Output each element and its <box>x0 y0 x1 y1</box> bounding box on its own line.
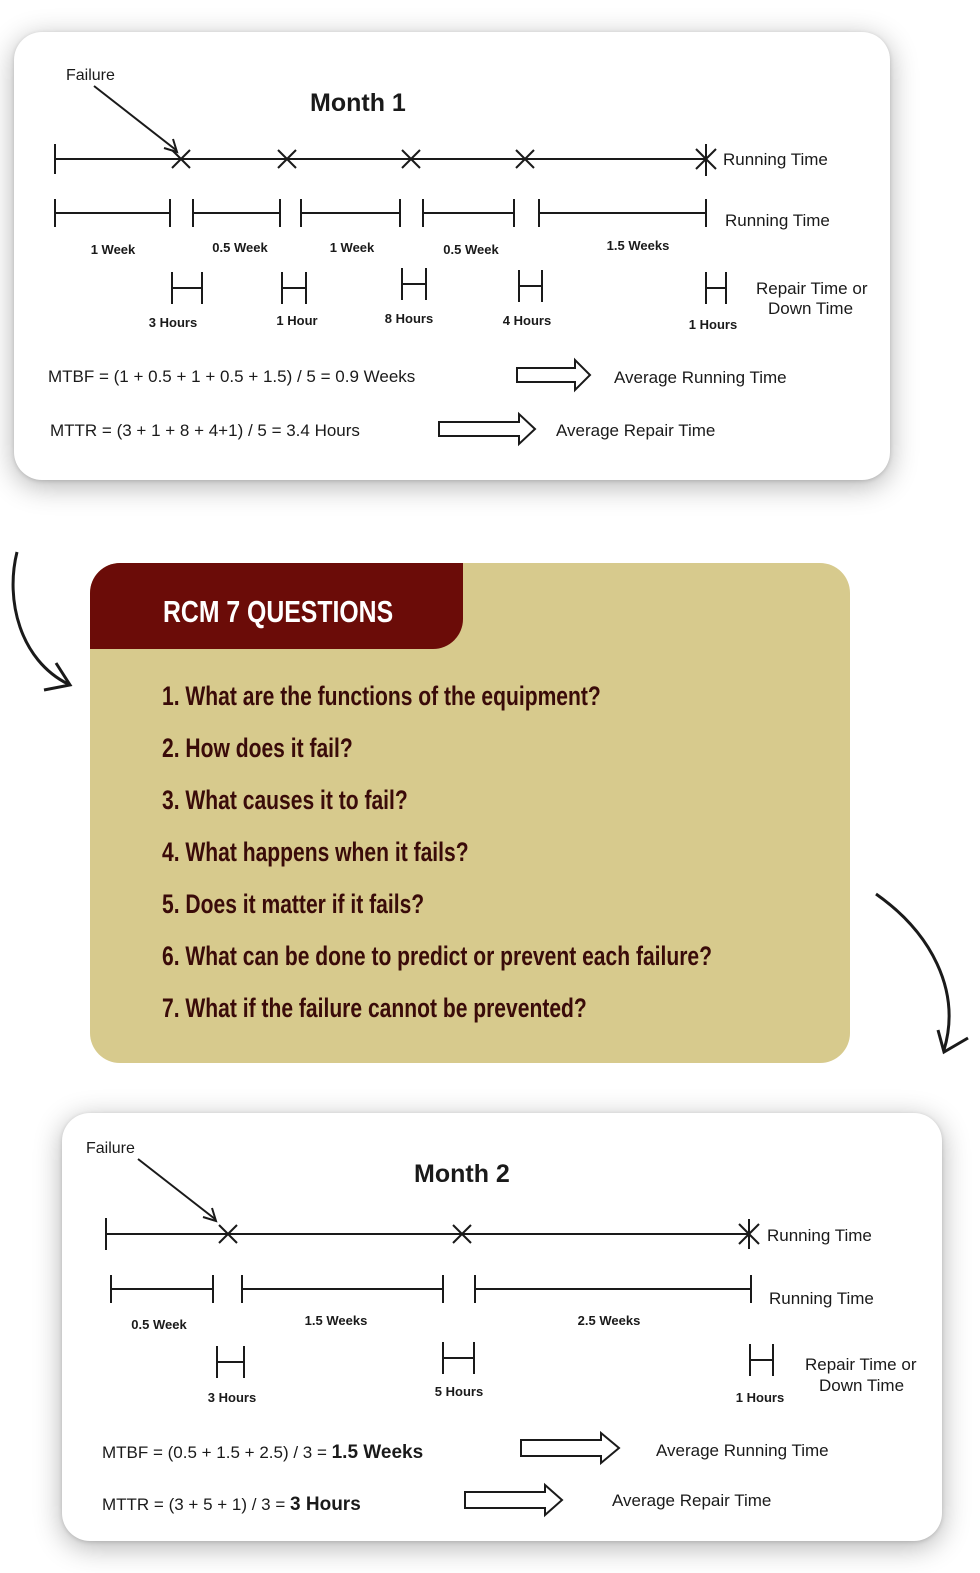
running-interval-label: 1.5 Weeks <box>606 238 670 253</box>
running-segment <box>111 1275 213 1303</box>
rcm-question: 7. What if the failure cannot be prevented? <box>162 993 587 1023</box>
mtbf-meaning: Average Running Time <box>614 368 787 387</box>
running-time-label: Running Time <box>725 211 830 230</box>
repair-interval-label: 3 Hours <box>148 315 198 330</box>
running-interval-label: 1 Week <box>329 240 375 255</box>
mtbf-formula: MTBF = (1 + 0.5 + 1 + 0.5 + 1.5) / 5 = 0.9 Weeks <box>48 367 416 386</box>
mtbf-formula <box>102 1442 423 1463</box>
rcm-title: RCM 7 QUESTIONS <box>163 594 394 629</box>
repair-interval-label: 4 Hours <box>502 313 552 328</box>
mttr-formula-prefix: MTTR = (3 + 5 + 1) / 3 = <box>102 1495 291 1514</box>
running-segment <box>475 1275 751 1303</box>
repair-interval-label: 1 Hour <box>276 313 318 328</box>
rcm-question: 6. What can be done to predict or prevent each failure? <box>162 941 713 971</box>
rcm-question: 5. Does it matter if it fails? <box>162 889 425 919</box>
failure-pointer-line <box>138 1159 215 1219</box>
rcm-question: 3. What causes it to fail? <box>162 785 408 815</box>
failure-label: Failure <box>86 1140 135 1157</box>
repair-time-label: Down Time <box>768 299 854 318</box>
running-time-label: Running Time <box>767 1226 872 1245</box>
repair-interval-label: 1 Hours <box>735 1390 785 1405</box>
rcm-question: 4. What happens when it fails? <box>162 837 469 867</box>
running-interval-label: 0.5 Week <box>131 1317 187 1332</box>
rcm-question: 2. How does it fail? <box>162 733 353 763</box>
mttr-meaning: Average Repair Time <box>612 1491 772 1510</box>
curved-arrow-icon <box>13 552 70 690</box>
repair-interval-label: 3 Hours <box>207 1390 257 1405</box>
month-1-title: Month 1 <box>310 89 406 117</box>
rcm-question: 1. What are the functions of the equipment? <box>162 681 601 711</box>
mtbf-result: 1.5 Weeks <box>331 1442 424 1463</box>
month-2-timeline-diagram <box>62 1113 942 1541</box>
right-arrow-icon <box>465 1485 562 1515</box>
mttr-formula <box>102 1494 361 1515</box>
running-interval-label: 1 Week <box>90 242 136 257</box>
repair-segment <box>443 1342 474 1374</box>
curved-arrow-icon <box>876 894 968 1052</box>
repair-time-label: Repair Time or <box>756 279 868 298</box>
repair-time-label: Repair Time or <box>805 1355 917 1374</box>
failure-label: Failure <box>66 67 115 84</box>
month-2-card <box>62 1113 942 1541</box>
repair-segment <box>750 1344 773 1376</box>
running-interval-label: 0.5 Week <box>212 240 268 255</box>
running-time-label: Running Time <box>723 150 828 169</box>
repair-interval-label: 8 Hours <box>384 311 434 326</box>
mttr-result: 3 Hours <box>290 1494 361 1515</box>
month-2-title: Month 2 <box>414 1160 510 1188</box>
mtbf-formula-prefix: MTBF = (0.5 + 1.5 + 2.5) / 3 = <box>102 1443 332 1462</box>
right-arrow-icon <box>521 1433 619 1463</box>
rcm-questions-panel <box>90 563 850 1063</box>
repair-segment <box>217 1346 244 1378</box>
rcm-header <box>90 563 463 649</box>
running-interval-label: 0.5 Week <box>443 242 499 257</box>
repair-time-label: Down Time <box>819 1376 905 1395</box>
rcm-question-list <box>162 681 850 1045</box>
mtbf-meaning: Average Running Time <box>656 1441 829 1460</box>
running-interval-label: 2.5 Weeks <box>577 1313 641 1328</box>
running-segment <box>242 1275 443 1303</box>
repair-interval-label: 5 Hours <box>434 1384 484 1399</box>
mttr-formula: MTTR = (3 + 1 + 8 + 4+1) / 5 = 3.4 Hours <box>50 421 360 440</box>
running-time-label: Running Time <box>769 1289 874 1308</box>
repair-interval-label: 1 Hours <box>688 317 738 332</box>
running-interval-label: 1.5 Weeks <box>304 1313 368 1328</box>
mttr-meaning: Average Repair Time <box>556 421 716 440</box>
